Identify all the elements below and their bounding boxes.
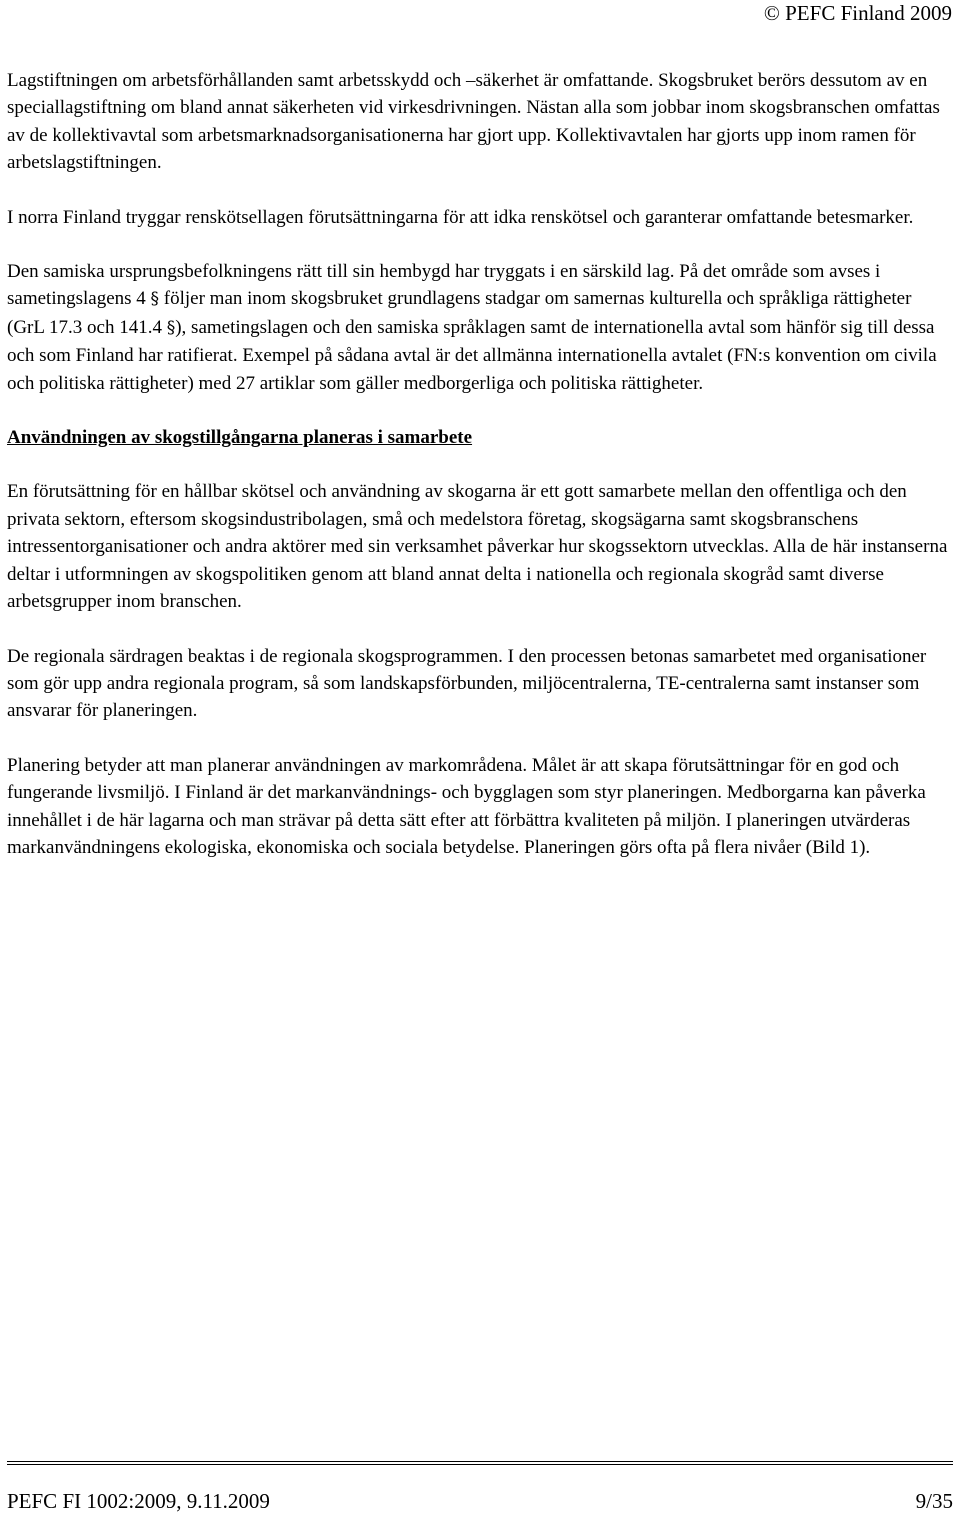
paragraph-cooperation: En förutsättning för en hållbar skötsel och användning av skogarna är ett gott samarbete mellan den offentliga och den privata sektorn, eftersom skogsindustribolagen, små och medelstora företag, skogsägarna samt skogsbranschens intressentorganisationer och andra aktörer med sin verksamhet påverkar hur skogssektorn utvecklas. Alla de här instanserna deltar i utformningen av skogspolitiken genom att bland annat delta i nationella och regionala skogråd samt diverse arbetsgrupper inom branschen. — [7, 481, 948, 613]
section-sign: § — [150, 289, 160, 310]
paragraph-sami-rights — [7, 258, 953, 397]
sami-text-1: Den samiska ursprungsbefolkningens rätt till sin hembygd har tryggats i en särskild lag. På det område som avses i sametingslagens 4 — [7, 261, 881, 310]
paragraph-reindeer: I norra Finland tryggar renskötsellagen förutsättningarna för att idka renskötsel och garanterar omfattande betesmarker. — [7, 206, 914, 228]
page-footer — [7, 1488, 953, 1514]
section-sign: § — [166, 317, 176, 338]
footer-divider — [7, 1461, 953, 1465]
footer-document-id: PEFC FI 1002:2009, 9.11.2009 — [7, 1489, 270, 1513]
page-header-copyright: © PEFC Finland 2009 — [763, 1, 952, 25]
document-body — [7, 67, 953, 888]
section-heading: Användningen av skogstillgångarna planeras i samarbete — [7, 427, 473, 449]
paragraph-planning: Planering betyder att man planerar användningen av markområdena. Målet är att skapa förutsättningar för en god och fungerande livsmiljö. I Finland är det markanvändnings- och bygglagen som styr planeringen. Medborgarna kan påverka innehållet i de här lagarna och man strävar på detta sätt efter att förbättra kvaliteten på miljön. I planeringen utvärderas markanvändningens ekologiska, ekonomiska och sociala betydelse. Planeringen görs ofta på flera nivåer (Bild 1). — [7, 754, 926, 858]
footer-page-number: 9/35 — [915, 1489, 953, 1513]
sami-text-3: ), sametingslagen och den samiska språklagen samt de internationella avtal som hänför sig till dessa och som Finland har ratifierat. Exempel på sådana avtal är det allmänna internationella avtalet (FN:s konvention om civila och politiska rättigheter) med 27 artiklar som gäller medborgerliga och politiska rättigheter. — [7, 316, 937, 394]
sami-text-2: följer man inom skogsbruket grundlagens stadgar om samernas kulturella och språkliga rättigheter (GrL 17.3 och 141.4 — [7, 288, 912, 338]
paragraph-regional: De regionala särdragen beaktas i de regionala skogsprogrammen. I den processen betonas samarbetet med organisationer som gör upp andra regionala program, så som landskapsförbunden, miljöcentralerna, TE-centralerna samt instanser som ansvarar för planeringen. — [7, 645, 927, 722]
paragraph-labor-law: Lagstiftningen om arbetsförhållanden samt arbetsskydd och –säkerhet är omfattande. Skogsbruket berörs dessutom av en speciallagstiftning om bland annat säkerheten vid virkesdrivningen. Nästan alla som jobbar inom skogsbranschen omfattas av de kollektivavtal som arbetsmarknadsorganisationerna har gjort upp. Kollektivavtalen har gjorts upp inom ramen för arbetslagstiftningen. — [7, 70, 940, 174]
